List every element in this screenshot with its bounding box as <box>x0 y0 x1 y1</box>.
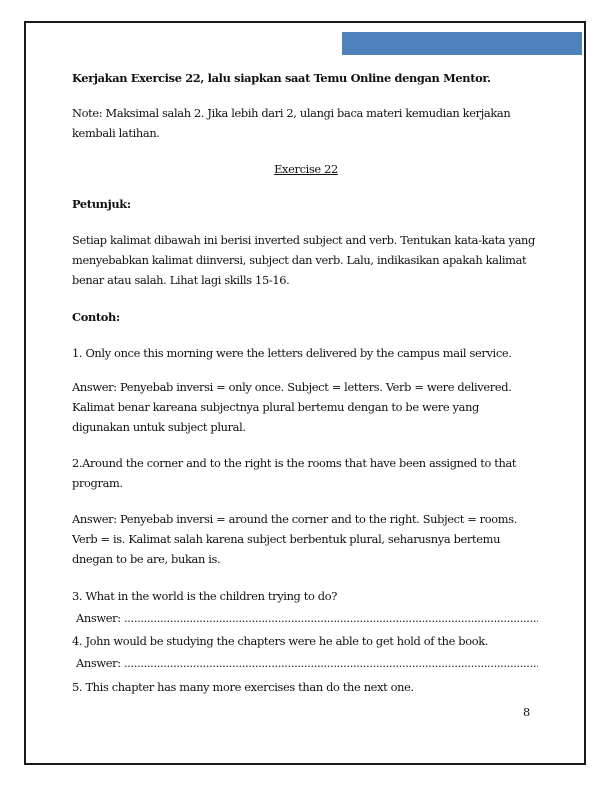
contoh-heading: Contoh: <box>72 310 120 324</box>
answer-1: Answer: Penyebab inversi = only once. Subject = letters. Verb = were delivered. Kalimat benar kareana subjectnya plural bertemu dengan to be were yang digunakan untuk subject plural. <box>72 380 512 434</box>
petunjuk-text: Setiap kalimat dibawah ini berisi inverted subject and verb. Tentukan kata-kata yang menyebabkan kalimat diinversi, subject dan verb. Lalu, indikasikan apakah kalimat benar atau salah. Lihat lagi skills 15-16. <box>72 233 535 287</box>
header-color-bar <box>342 32 582 55</box>
exercise-title: Exercise 22 <box>274 162 338 176</box>
answer-3-line[interactable]: Answer: ..... <box>76 608 538 628</box>
note-text: Note: Maksimal salah 2. Jika lebih dari 2, ulangi baca materi kemudian kerjakan kembali latihan. <box>72 106 511 140</box>
instruction-text: Kerjakan Exercise 22, lalu siapkan saat Temu Online dengan Mentor. <box>72 71 491 85</box>
question-4: 4. John would be studying the chapters were he able to get hold of the book. <box>72 634 489 648</box>
page-number: 8 <box>523 705 531 719</box>
question-5: 5. This chapter has many more exercises than do the next one. <box>72 680 414 694</box>
example-1: 1. Only once this morning were the letters delivered by the campus mail service. <box>72 346 512 360</box>
question-3: 3. What in the world is the children trying to do? <box>72 589 337 603</box>
answer-2: Answer: Penyebab inversi = around the corner and to the right. Subject = rooms. Verb = is. Kalimat salah karena subject berbentuk plural, seharusnya bertemu dnegan to be are, bukan is. <box>72 512 517 566</box>
petunjuk-heading: Petunjuk: <box>72 197 131 211</box>
example-2: 2.Around the corner and to the right is the rooms that have been assigned to that program. <box>72 456 517 490</box>
answer-4-line[interactable]: Answer: ..... <box>76 653 538 673</box>
